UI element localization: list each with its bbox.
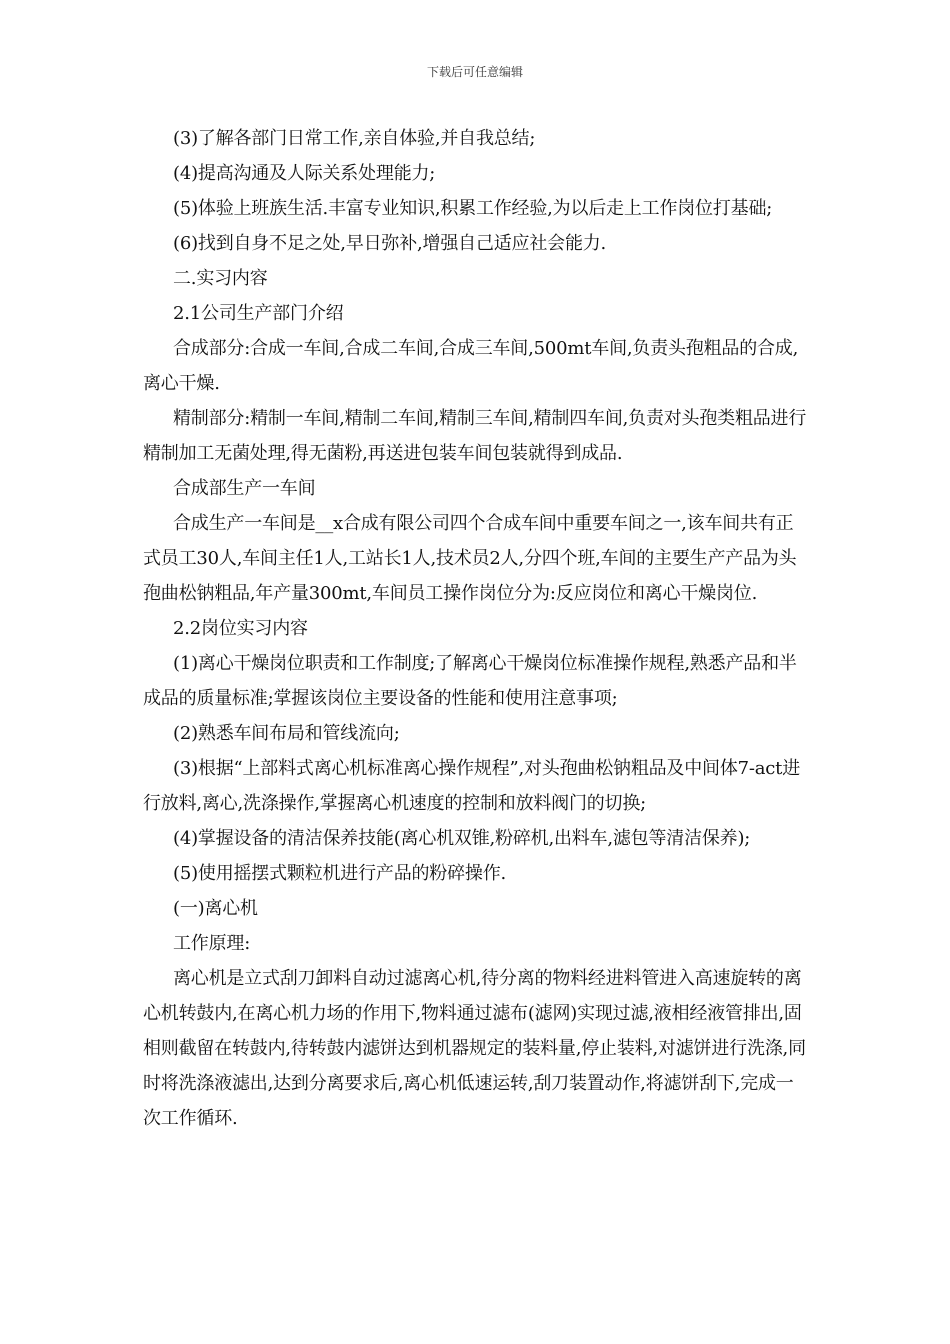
subsection-heading: 2.2岗位实习内容: [173, 618, 308, 639]
paragraph: 工作原理:: [173, 933, 251, 954]
subsection-heading: (一)离心机: [173, 898, 258, 919]
paragraph: 离心机是立式刮刀卸料自动过滤离心机,待分离的物料经进料管进入高速旋转的离心机转鼓内,在离心机力场的作用下,物料通过滤布(滤网)实现过滤,液相经液管排出,固相则截留在转鼓内,待转鼓内滤饼达到机器规定的装料量,停止装料,对滤饼进行洗涤,同时将洗涤液滤出,达到分离要求后,离心机低速运转,刮刀装置动作,将滤饼刮下,完成一次工作循环.: [143, 968, 806, 1129]
page-header: 下载后可任意编辑: [426, 65, 523, 79]
paragraph: (3)根据“上部料式离心机标准离心操作规程”,对头孢曲松钠粗品及中间体7-act进行放料,离心,洗涤操作,掌握离心机速度的控制和放料阀门的切换;: [143, 758, 801, 814]
paragraph: 合成生产一车间是__x合成有限公司四个合成车间中重要车间之一,该车间共有正式员工30人,车间主任1人,工站长1人,技术员2人,分四个班,车间的主要生产产品为头孢曲松钠粗品,年产量300mt,车间员工操作岗位分为:反应岗位和离心干燥岗位.: [143, 513, 797, 604]
paragraph: (2)熟悉车间布局和管线流向;: [173, 723, 400, 744]
paragraph: (1)离心干燥岗位职责和工作制度;了解离心干燥岗位标准操作规程,熟悉产品和半成品的质量标准;掌握该岗位主要设备的性能和使用注意事项;: [143, 653, 797, 709]
paragraph: (3)了解各部门日常工作,亲自体验,并自我总结;: [173, 128, 536, 149]
paragraph: (4)提高沟通及人际关系处理能力;: [173, 163, 436, 184]
subsection-heading: 合成部生产一车间: [173, 478, 316, 499]
paragraph: (5)使用摇摆式颗粒机进行产品的粉碎操作.: [173, 863, 507, 884]
document-body: [143, 121, 811, 1136]
paragraph: (6)找到自身不足之处,早日弥补,增强自己适应社会能力.: [173, 233, 607, 254]
section-heading: 二.实习内容: [173, 268, 268, 289]
paragraph: (4)掌握设备的清洁保养技能(离心机双锥,粉碎机,出料车,滤包等清洁保养);: [173, 828, 751, 849]
paragraph: (5)体验上班族生活.丰富专业知识,积累工作经验,为以后走上工作岗位打基础;: [173, 198, 773, 219]
subsection-heading: 2.1公司生产部门介绍: [173, 303, 344, 324]
paragraph: 精制部分:精制一车间,精制二车间,精制三车间,精制四车间,负责对头孢类粗品进行精制加工无菌处理,得无菌粉,再送进包装车间包装就得到成品.: [143, 408, 807, 464]
paragraph: 合成部分:合成一车间,合成二车间,合成三车间,500mt车间,负责头孢粗品的合成,离心干燥.: [143, 338, 799, 394]
